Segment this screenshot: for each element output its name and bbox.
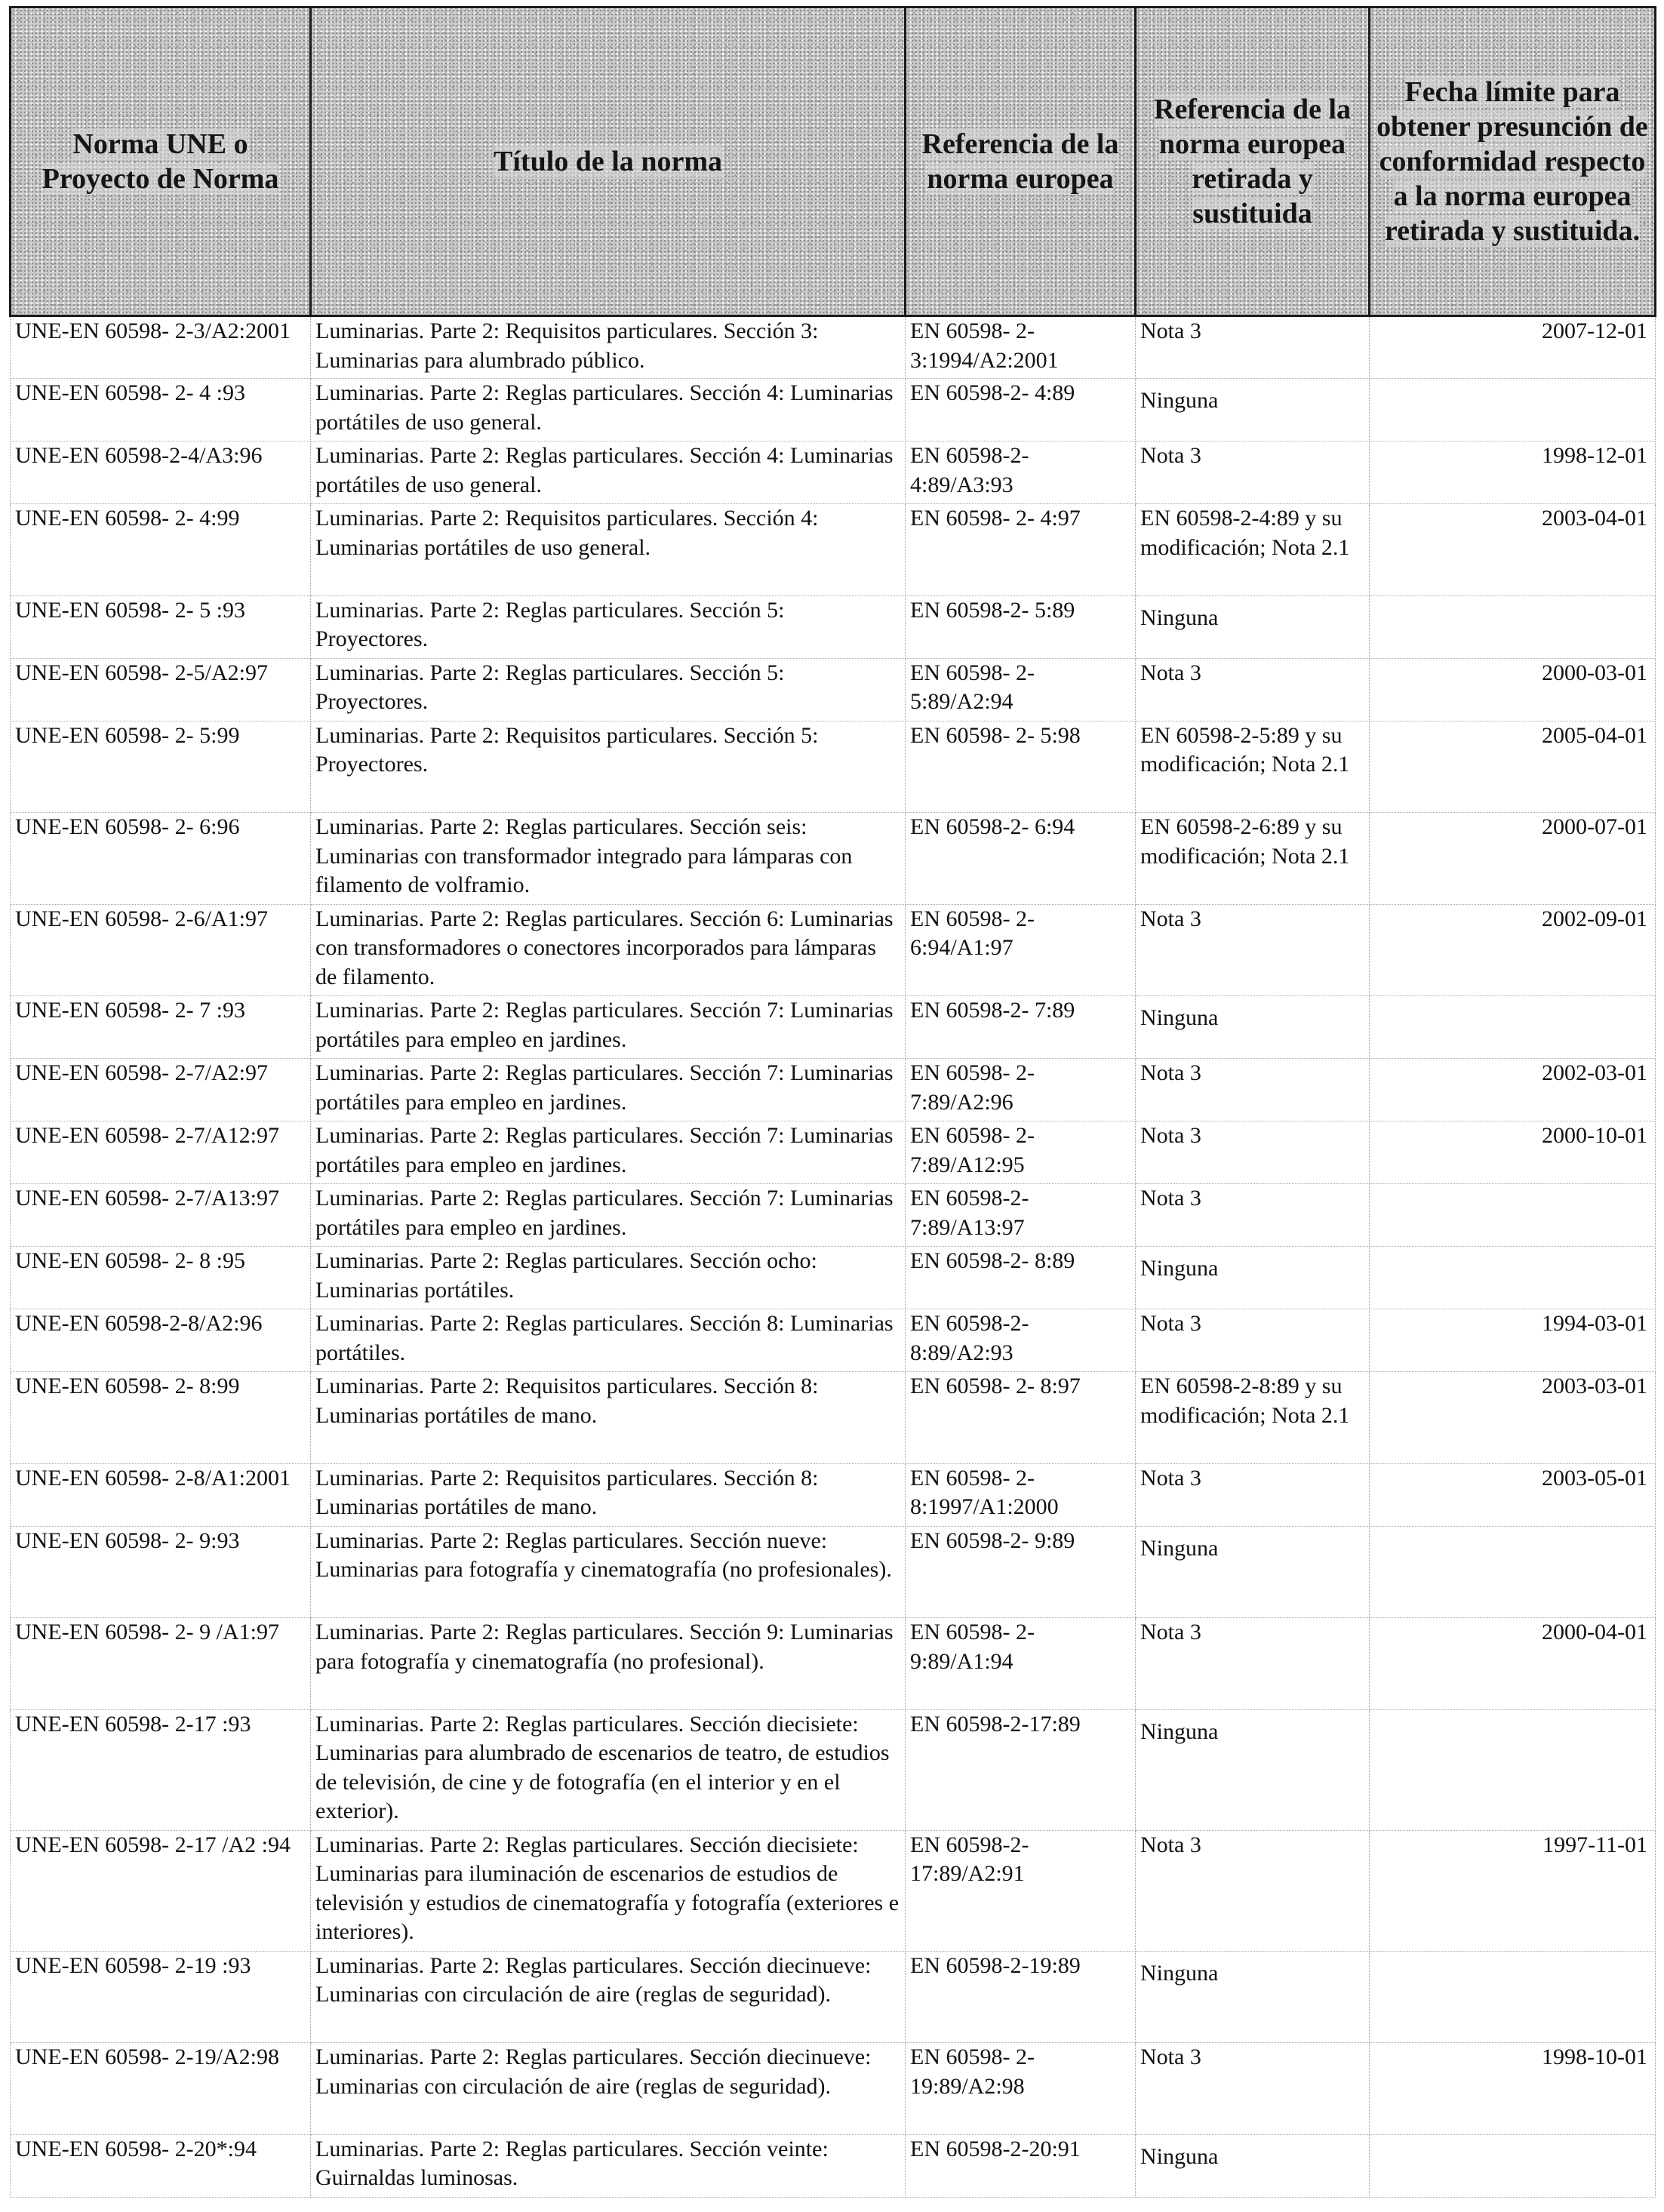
deadline-date-cell — [1370, 1951, 1656, 2043]
table-row — [11, 658, 1656, 721]
une-standard-cell: UNE-EN 60598-2-4/A3:96 — [11, 441, 311, 504]
table-row — [11, 2134, 1656, 2197]
standard-title-cell: Luminarias. Parte 2: Requisitos particulares. Sección 3: Luminarias para alumbrado público. — [311, 316, 906, 379]
table-row — [11, 1618, 1656, 1710]
deadline-date-cell: 2003-05-01 — [1370, 1463, 1656, 1526]
deadline-date-cell: 2000-10-01 — [1370, 1121, 1656, 1184]
deadline-date-cell — [1370, 996, 1656, 1059]
une-standard-cell: UNE-EN 60598- 2-17 /A2 :94 — [11, 1830, 311, 1951]
deadline-date-cell: 1994-03-01 — [1370, 1309, 1656, 1372]
table-row — [11, 2043, 1656, 2135]
standard-title-cell: Luminarias. Parte 2: Reglas particulares. Sección diecinueve: Luminarias con circulación de aire (reglas de seguridad). — [311, 1951, 906, 2043]
header-deadline-date: Fecha límite para obtener presunción de conformidad respecto a la norma europea retirada y sustituida. — [1370, 8, 1656, 316]
une-standard-cell: UNE-EN 60598- 2- 9 /A1:97 — [11, 1618, 311, 1710]
standard-title-cell: Luminarias. Parte 2: Reglas particulares. Sección diecinueve: Luminarias con circulación de aire (reglas de seguridad). — [311, 2043, 906, 2135]
standard-title-cell: Luminarias. Parte 2: Reglas particulares. Sección 4: Luminarias portátiles de uso general. — [311, 441, 906, 504]
standard-title-cell: Luminarias. Parte 2: Requisitos particulares. Sección 5: Proyectores. — [311, 721, 906, 813]
deadline-date-cell: 2002-09-01 — [1370, 904, 1656, 996]
table-row — [11, 1372, 1656, 1464]
une-standard-cell: UNE-EN 60598- 2-19 :93 — [11, 1951, 311, 2043]
deadline-date-cell — [1370, 1184, 1656, 1247]
une-standard-cell: UNE-EN 60598- 2- 4:99 — [11, 504, 311, 596]
standard-title-cell: Luminarias. Parte 2: Reglas particulares. Sección ocho: Luminarias portátiles. — [311, 1247, 906, 1309]
replaced-reference-cell: Nota 3 — [1136, 1830, 1370, 1951]
standard-title-cell: Luminarias. Parte 2: Reglas particulares. Sección nueve: Luminarias para fotografía y cinematografía (no profesionales). — [311, 1526, 906, 1618]
european-reference-cell: EN 60598- 2- 8:97 — [906, 1372, 1136, 1464]
european-reference-cell: EN 60598-2-17:89 — [906, 1709, 1136, 1830]
standard-title-cell: Luminarias. Parte 2: Reglas particulares. Sección 7: Luminarias portátiles para empleo en jardines. — [311, 1121, 906, 1184]
table-row — [11, 504, 1656, 596]
standard-title-cell: Luminarias. Parte 2: Requisitos particulares. Sección 4: Luminarias portátiles de uso general. — [311, 504, 906, 596]
table-header-row — [11, 8, 1656, 316]
european-reference-cell: EN 60598-2-8:89/A2:93 — [906, 1309, 1136, 1372]
une-standard-cell: UNE-EN 60598- 2-7/A13:97 — [11, 1184, 311, 1247]
replaced-reference-cell: EN 60598-2-5:89 y su modificación; Nota 2.1 — [1136, 721, 1370, 813]
replaced-reference-cell: Nota 3 — [1136, 316, 1370, 379]
european-reference-cell: EN 60598-2- 8:89 — [906, 1247, 1136, 1309]
european-reference-cell: EN 60598- 2-8:1997/A1:2000 — [906, 1463, 1136, 1526]
deadline-date-cell: 2002-03-01 — [1370, 1059, 1656, 1121]
standard-title-cell: Luminarias. Parte 2: Reglas particulares. Sección 7: Luminarias portátiles para empleo en jardines. — [311, 1184, 906, 1247]
replaced-reference-cell: Nota 3 — [1136, 1463, 1370, 1526]
table-row — [11, 441, 1656, 504]
header-european-reference: Referencia de la norma europea — [906, 8, 1136, 316]
deadline-date-cell: 2007-12-01 — [1370, 316, 1656, 379]
standard-title-cell: Luminarias. Parte 2: Reglas particulares. Sección 9: Luminarias para fotografía y cinematografía (no profesional). — [311, 1618, 906, 1710]
replaced-reference-cell: Nota 3 — [1136, 1184, 1370, 1247]
table-row — [11, 595, 1656, 658]
deadline-date-cell: 2005-04-01 — [1370, 721, 1656, 813]
table-row — [11, 721, 1656, 813]
standards-table-page — [9, 6, 1654, 2198]
european-reference-cell: EN 60598-2-20:91 — [906, 2134, 1136, 2197]
deadline-date-cell: 2000-04-01 — [1370, 1618, 1656, 1710]
european-reference-cell: EN 60598-2- 5:89 — [906, 595, 1136, 658]
table-row — [11, 379, 1656, 441]
deadline-date-cell: 2003-04-01 — [1370, 504, 1656, 596]
table-row — [11, 1247, 1656, 1309]
header-standard-title: Título de la norma — [311, 8, 906, 316]
replaced-reference-cell: EN 60598-2-8:89 y su modificación; Nota 2.1 — [1136, 1372, 1370, 1464]
european-reference-cell: EN 60598- 2-19:89/A2:98 — [906, 2043, 1136, 2135]
standard-title-cell: Luminarias. Parte 2: Reglas particulares. Sección veinte: Guirnaldas luminosas. — [311, 2134, 906, 2197]
european-reference-cell: EN 60598-2- 4:89 — [906, 379, 1136, 441]
deadline-date-cell: 2000-07-01 — [1370, 813, 1656, 905]
european-reference-cell: EN 60598- 2-9:89/A1:94 — [906, 1618, 1136, 1710]
deadline-date-cell — [1370, 1247, 1656, 1309]
une-standard-cell: UNE-EN 60598- 2-17 :93 — [11, 1709, 311, 1830]
table-row — [11, 1184, 1656, 1247]
european-reference-cell: EN 60598-2- 7:89 — [906, 996, 1136, 1059]
une-standard-cell: UNE-EN 60598- 2-8/A1:2001 — [11, 1463, 311, 1526]
replaced-reference-cell: Ninguna — [1136, 1709, 1370, 1830]
table-row — [11, 996, 1656, 1059]
une-standard-cell: UNE-EN 60598- 2-19/A2:98 — [11, 2043, 311, 2135]
une-standard-cell: UNE-EN 60598- 2-7/A12:97 — [11, 1121, 311, 1184]
replaced-reference-cell: Nota 3 — [1136, 1121, 1370, 1184]
replaced-reference-cell: Ninguna — [1136, 595, 1370, 658]
standard-title-cell: Luminarias. Parte 2: Reglas particulares. Sección 5: Proyectores. — [311, 595, 906, 658]
table-row — [11, 813, 1656, 905]
replaced-reference-cell: Ninguna — [1136, 2134, 1370, 2197]
replaced-reference-cell: EN 60598-2-6:89 y su modificación; Nota 2.1 — [1136, 813, 1370, 905]
deadline-date-cell: 1998-12-01 — [1370, 441, 1656, 504]
une-standard-cell: UNE-EN 60598- 2- 8:99 — [11, 1372, 311, 1464]
standard-title-cell: Luminarias. Parte 2: Reglas particulares. Sección seis: Luminarias con transformador integrado para lámparas con filamento de volframio. — [311, 813, 906, 905]
une-standard-cell: UNE-EN 60598- 2-3/A2:2001 — [11, 316, 311, 379]
table-body — [11, 316, 1656, 2198]
une-standard-cell: UNE-EN 60598- 2- 5 :93 — [11, 595, 311, 658]
deadline-date-cell — [1370, 1526, 1656, 1618]
replaced-reference-cell: Nota 3 — [1136, 441, 1370, 504]
standard-title-cell: Luminarias. Parte 2: Requisitos particulares. Sección 8: Luminarias portátiles de mano. — [311, 1372, 906, 1464]
european-reference-cell: EN 60598- 2- 4:97 — [906, 504, 1136, 596]
replaced-reference-cell: Ninguna — [1136, 1951, 1370, 2043]
une-standard-cell: UNE-EN 60598- 2- 7 :93 — [11, 996, 311, 1059]
standard-title-cell: Luminarias. Parte 2: Reglas particulares. Sección diecisiete: Luminarias para alumbrado de escenarios de teatro, de estudios de televisión, de cine y de fotografía (en el interior y en el exterior). — [311, 1709, 906, 1830]
table-row — [11, 1526, 1656, 1618]
european-reference-cell: EN 60598-2-17:89/A2:91 — [906, 1830, 1136, 1951]
replaced-reference-cell: EN 60598-2-4:89 y su modificación; Nota 2.1 — [1136, 504, 1370, 596]
deadline-date-cell — [1370, 2134, 1656, 2197]
european-reference-cell: EN 60598-2- 9:89 — [906, 1526, 1136, 1618]
standard-title-cell: Luminarias. Parte 2: Reglas particulares. Sección 7: Luminarias portátiles para empleo en jardines. — [311, 1059, 906, 1121]
header-une-standard: Norma UNE o Proyecto de Norma — [11, 8, 311, 316]
deadline-date-cell: 2000-03-01 — [1370, 658, 1656, 721]
deadline-date-cell: 1997-11-01 — [1370, 1830, 1656, 1951]
une-standard-cell: UNE-EN 60598- 2-7/A2:97 — [11, 1059, 311, 1121]
une-standard-cell: UNE-EN 60598- 2- 4 :93 — [11, 379, 311, 441]
une-standard-cell: UNE-EN 60598-2-8/A2:96 — [11, 1309, 311, 1372]
deadline-date-cell — [1370, 595, 1656, 658]
table-row — [11, 1309, 1656, 1372]
european-reference-cell: EN 60598-2-7:89/A13:97 — [906, 1184, 1136, 1247]
replaced-reference-cell: Ninguna — [1136, 1526, 1370, 1618]
european-reference-cell: EN 60598- 2-7:89/A12:95 — [906, 1121, 1136, 1184]
une-standard-cell: UNE-EN 60598- 2-5/A2:97 — [11, 658, 311, 721]
deadline-date-cell: 2003-03-01 — [1370, 1372, 1656, 1464]
standard-title-cell: Luminarias. Parte 2: Reglas particulares. Sección 8: Luminarias portátiles. — [311, 1309, 906, 1372]
european-reference-cell: EN 60598-2-19:89 — [906, 1951, 1136, 2043]
standard-title-cell: Luminarias. Parte 2: Reglas particulares. Sección 5: Proyectores. — [311, 658, 906, 721]
european-reference-cell: EN 60598- 2- 5:98 — [906, 721, 1136, 813]
european-reference-cell: EN 60598- 2-5:89/A2:94 — [906, 658, 1136, 721]
standard-title-cell: Luminarias. Parte 2: Reglas particulares. Sección diecisiete: Luminarias para iluminación de escenarios de estudios de televisión y estudios de cinematografía y fotografía (exteriores e interiores). — [311, 1830, 906, 1951]
european-reference-cell: EN 60598-2- 6:94 — [906, 813, 1136, 905]
une-standard-cell: UNE-EN 60598- 2- 8 :95 — [11, 1247, 311, 1309]
replaced-reference-cell: Nota 3 — [1136, 2043, 1370, 2135]
european-reference-cell: EN 60598- 2-7:89/A2:96 — [906, 1059, 1136, 1121]
european-reference-cell: EN 60598- 2-6:94/A1:97 — [906, 904, 1136, 996]
replaced-reference-cell: Ninguna — [1136, 996, 1370, 1059]
table-row — [11, 1951, 1656, 2043]
replaced-reference-cell: Nota 3 — [1136, 1309, 1370, 1372]
standard-title-cell: Luminarias. Parte 2: Reglas particulares. Sección 6: Luminarias con transformadores o conectores incorporados para lámparas de filamento. — [311, 904, 906, 996]
replaced-reference-cell: Ninguna — [1136, 1247, 1370, 1309]
replaced-reference-cell: Nota 3 — [1136, 1618, 1370, 1710]
replaced-reference-cell: Nota 3 — [1136, 1059, 1370, 1121]
table-row — [11, 904, 1656, 996]
header-replaced-reference: Referencia de la norma europea retirada y sustituida — [1136, 8, 1370, 316]
european-reference-cell: EN 60598- 2-3:1994/A2:2001 — [906, 316, 1136, 379]
table-row — [11, 1059, 1656, 1121]
table-row — [11, 1709, 1656, 1830]
une-standard-cell: UNE-EN 60598- 2-6/A1:97 — [11, 904, 311, 996]
table-row — [11, 1830, 1656, 1951]
replaced-reference-cell: Nota 3 — [1136, 904, 1370, 996]
une-standard-cell: UNE-EN 60598- 2- 9:93 — [11, 1526, 311, 1618]
table-row — [11, 1121, 1656, 1184]
standard-title-cell: Luminarias. Parte 2: Requisitos particulares. Sección 8: Luminarias portátiles de mano. — [311, 1463, 906, 1526]
deadline-date-cell — [1370, 379, 1656, 441]
table-row — [11, 316, 1656, 379]
replaced-reference-cell: Nota 3 — [1136, 658, 1370, 721]
une-standard-cell: UNE-EN 60598- 2- 6:96 — [11, 813, 311, 905]
replaced-reference-cell: Ninguna — [1136, 379, 1370, 441]
standard-title-cell: Luminarias. Parte 2: Reglas particulares. Sección 7: Luminarias portátiles para empleo en jardines. — [311, 996, 906, 1059]
deadline-date-cell: 1998-10-01 — [1370, 2043, 1656, 2135]
une-standard-cell: UNE-EN 60598- 2- 5:99 — [11, 721, 311, 813]
standards-table — [9, 6, 1656, 2198]
european-reference-cell: EN 60598-2-4:89/A3:93 — [906, 441, 1136, 504]
deadline-date-cell — [1370, 1709, 1656, 1830]
standard-title-cell: Luminarias. Parte 2: Reglas particulares. Sección 4: Luminarias portátiles de uso general. — [311, 379, 906, 441]
une-standard-cell: UNE-EN 60598- 2-20*:94 — [11, 2134, 311, 2197]
table-row — [11, 1463, 1656, 1526]
